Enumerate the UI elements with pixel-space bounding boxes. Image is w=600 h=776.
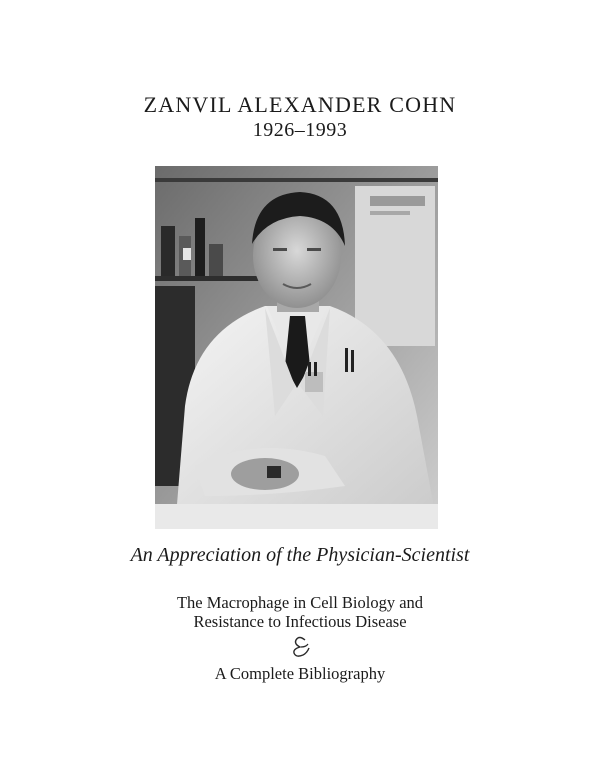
ampersand-ornament-icon xyxy=(289,636,313,658)
contents-line-1: The Macrophage in Cell Biology and xyxy=(176,593,424,612)
contents-line-3: A Complete Bibliography xyxy=(214,664,386,683)
portrait-photo xyxy=(155,166,438,529)
life-years: 1926–1993 xyxy=(252,119,348,141)
page-title: ZANVIL ALEXANDER COHN xyxy=(143,92,457,117)
subtitle: An Appreciation of the Physician-Scientist xyxy=(130,544,470,566)
contents-line-2: Resistance to Infectious Disease xyxy=(193,612,407,631)
